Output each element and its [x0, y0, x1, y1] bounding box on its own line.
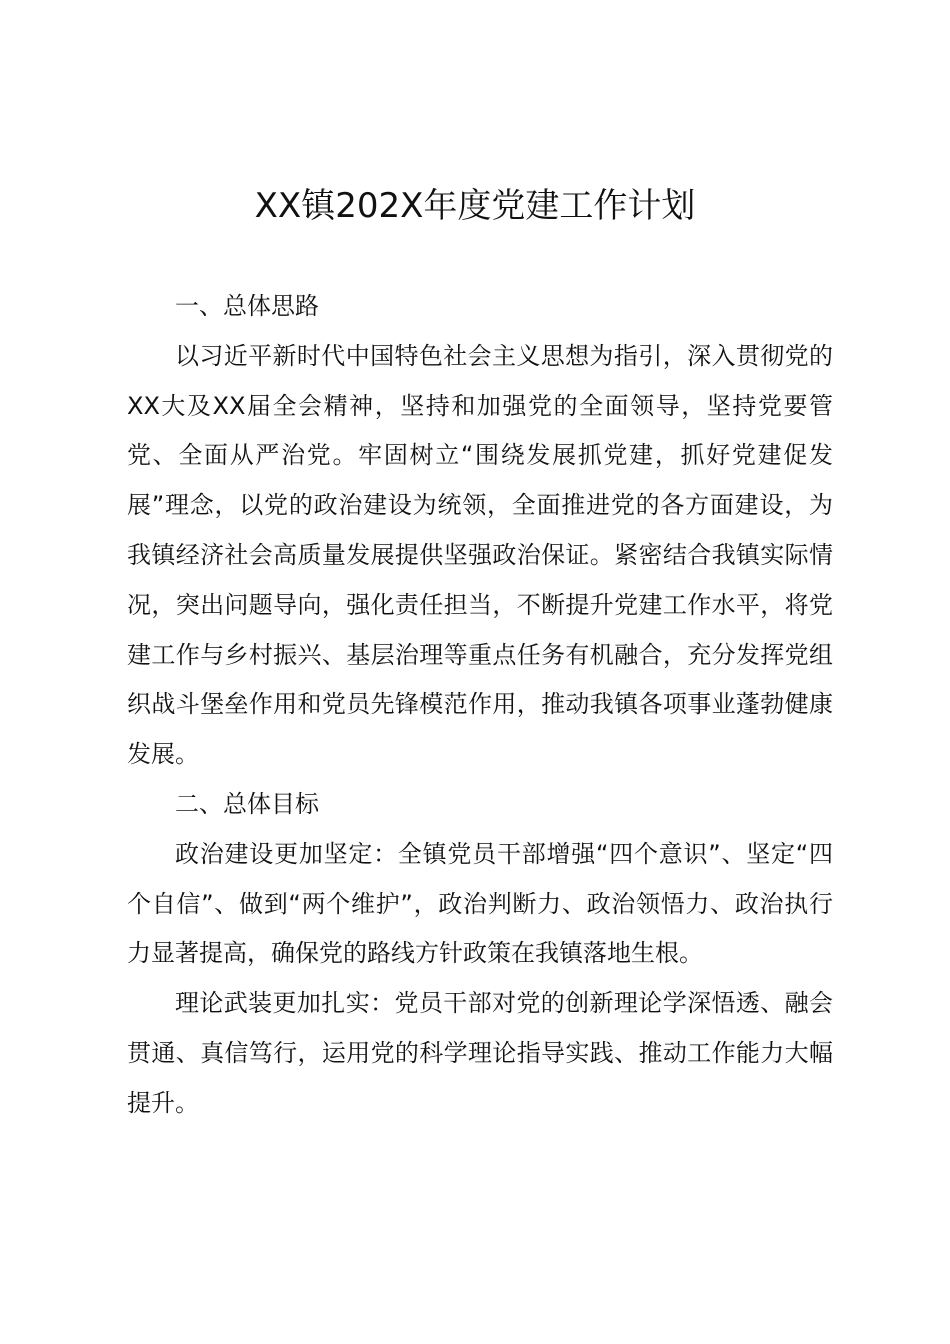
section-1-paragraph-1: 以习近平新时代中国特色社会主义思想为指引，深入贯彻党的XX大及XX届全会精神，坚持和加强党的全面领导，坚持党要管党、全面从严治党。牢固树立“围绕发展抓党建，抓好党建促发展”理念，以党的政治建设为统领，全面推进党的各方面建设，为我镇经济社会高质量发展提供坚强政治保证。紧密结合我镇实际情况，突出问题导向，强化责任担当，不断提升党建工作水平，将党建工作与乡村振兴、基层治理等重点任务有机融合，充分发挥党组织战斗堡垒作用和党员先锋模范作用，推动我镇各项事业蓬勃健康发展。 [127, 341, 833, 769]
section-2-paragraph-2: 理论武装更加扎实：党员干部对党的创新理论学深悟透、融会贯通、真信笃行，运用党的科学理论指导实践、推动工作能力大幅提升。 [127, 989, 833, 1117]
section-2-paragraph-1: 政治建设更加坚定：全镇党员干部增强“四个意识”、坚定“四个自信”、做到“两个维护”，政治判断力、政治领悟力、政治执行力显著提高，确保党的路线方针政策在我镇落地生根。 [127, 839, 833, 968]
document-body [127, 282, 833, 1129]
section-heading-2: 二、总体目标 [175, 789, 319, 818]
document-title: XX镇202X年度党建工作计划 [254, 186, 696, 226]
section-heading-1: 一、总体思路 [175, 292, 319, 320]
